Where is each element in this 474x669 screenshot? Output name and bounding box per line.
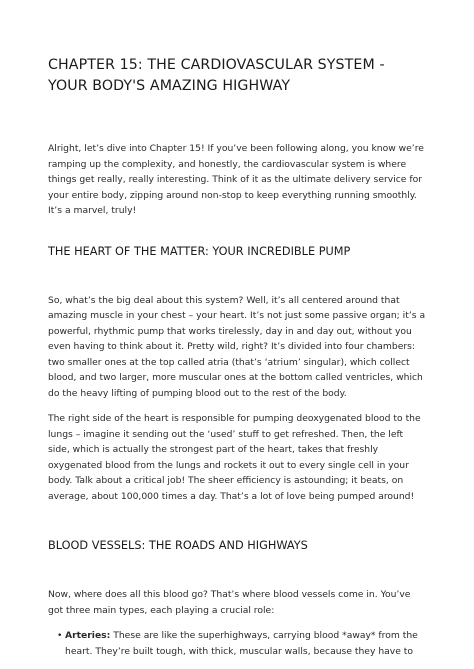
vessel-types-list — [48, 628, 426, 659]
list-item-text: These are like the superhighways, carrying blood *away* from the heart. They’re built tough, with thick, muscular walls, because they have to — [65, 630, 418, 657]
vessels-paragraph-1: Now, where does all this blood go? That’s where blood vessels come in. You’ve got three main types, each playing a crucial role: — [48, 589, 411, 616]
section-heading-vessels: BLOOD VESSELS: THE ROADS AND HIGHWAYS — [48, 539, 308, 552]
section-heading-heart: THE HEART OF THE MATTER: YOUR INCREDIBLE PUMP — [48, 244, 351, 258]
chapter-title: CHAPTER 15: THE CARDIOVASCULAR SYSTEM - YOUR BODY'S AMAZING HIGHWAY — [48, 57, 385, 94]
bullet-marker: • — [57, 630, 63, 641]
intro-paragraph: Alright, let’s dive into Chapter 15! If you’ve been following along, you know we’re ramping up the complexity, and honestly, the cardiovascular system is where things get really, really interesting. Think of it as the ultimate delivery service for your entire body, zipping around non-stop to keep everything running smoothly. It’s a marvel, truly! — [48, 143, 424, 216]
heart-paragraph-1: So, what’s the big deal about this system? Well, it’s all centered around that amazing muscle in your chest – your heart. It’s not just some passive organ; it’s a powerful, rhythmic pump that works tirelessly, day in and day out, without you even having to think about it. Pretty wild, right? It’s divided into four chambers: two smaller ones at the top called atria (that’s ‘atrium’ singular), which collect blood, and two larger, more muscular ones at the bottom called ventricles, which do the heavy lifting of pumping blood out to the rest of the body. — [48, 294, 426, 399]
heart-paragraph-2: The right side of the heart is responsible for pumping deoxygenated blood to the lungs – imagine it sending out the ‘used’ stuff to get refreshed. Then, the left side, which is actually the strongest part of the heart, takes that freshly oxygenated blood from the lungs and rockets it out to every single cell in your body. Talk about a critical job! The sheer efficiency is astounding; it beats, on average, about 100,000 times a day. That’s a lot of love being pumped around! — [48, 413, 421, 502]
list-item — [57, 628, 426, 659]
list-item-term: Arteries: — [65, 630, 111, 641]
